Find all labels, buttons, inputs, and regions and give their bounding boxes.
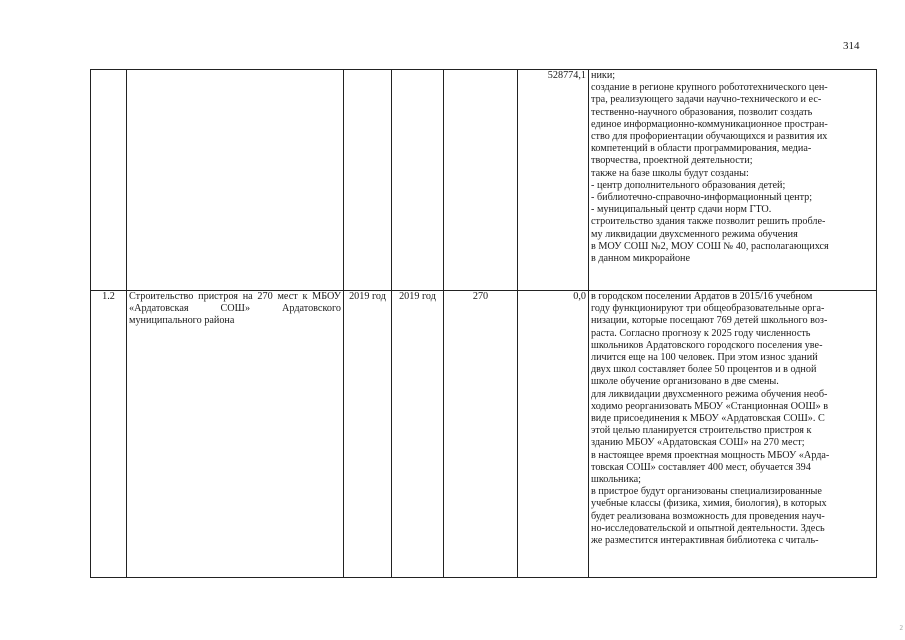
description-line: строительство здания также позволит решить пробле- [591,216,826,228]
description-line: ство для профориентации обучающихся и развития их [591,131,828,143]
description-line: - муниципальный центр сдачи норм ГТО. [591,204,772,216]
description-line: в настоящее время проектная мощность МБОУ «Арда- [591,449,830,461]
description-line: в данном микрорайоне [591,253,691,265]
description-line: в городском поселении Ардатов в 2015/16 учебном [591,291,813,302]
capacity-cell [444,70,518,291]
description-line: единое информационно-коммуникационное простран- [591,118,828,130]
table-row [91,70,877,291]
object-name-cell [127,70,344,291]
margin-mark: 2 [899,624,903,632]
description-line: учебные классы (физика, химия, биология), в которых [591,498,827,510]
start-year-cell [344,70,392,291]
description-line: этой целью планируется строительство пристроя к [591,425,812,437]
amount-cell: 0,0 [518,291,589,578]
description-line: низации, которые посещают 769 детей школьного воз- [591,315,828,327]
description-line: году функционируют три общеобразовательные орга- [591,303,825,315]
description-cell [589,291,877,578]
description-line: будет реализована возможность для проведения науч- [591,510,825,522]
description-line: компетенций в области программирования, медиа- [591,143,812,155]
description-line: в МОУ СОШ №2, МОУ СОШ № 40, располагающихся [591,240,829,252]
row-number-cell: 1.2 [91,291,127,578]
description-line: му ликвидации двухсменного режима обучения [591,228,798,240]
description-line: ники; [591,70,616,81]
description-line: ходимо реорганизовать МБОУ «Станционная ООШ» в [591,400,829,412]
description-line: - библиотечно-справочно-информационный центр; [591,192,813,204]
description-line: также на базе школы будут созданы: [591,167,749,179]
description-line: товская СОШ» составляет 400 мест, обучается 394 [591,461,811,473]
description-line: в пристрое будут организованы специализированные [591,486,822,498]
table-row [91,291,877,578]
start-year-cell: 2019 год [344,291,392,578]
object-name-cell: Строительство пристроя на 270 мест к МБОУ «Ардатовская СОШ» Ардатовского муниципального района [127,291,344,578]
description-line: личится еще на 100 человек. При этом износ зданий [591,352,818,364]
end-year-cell: 2019 год [392,291,444,578]
capacity-cell: 270 [444,291,518,578]
description-line: виде присоединения к МБОУ «Ардатовская СОШ». С [591,413,825,425]
description-line: творчества, проектной деятельности; [591,155,753,167]
amount-cell: 528774,1 [518,70,589,291]
description-line: - центр дополнительного образования детей; [591,179,786,191]
description-line: тра, реализующего задачи научно-технического и ес- [591,94,822,106]
description-line: школьников Ардатовского городского поселения уве- [591,339,823,351]
description-line: для ликвидации двухсменного режима обучения необ- [591,388,828,400]
description-line: зданию МБОУ «Ардатовская СОШ» на 270 мест; [591,437,805,449]
description-line: же разместится интерактивная библиотека с читаль- [591,535,819,547]
row-number-cell [91,70,127,291]
description-line: школьника; [591,474,642,486]
document-table [90,69,877,578]
description-line: тественно-научного образования, позволит создать [591,106,813,118]
description-line: школе обучение организовано в две смены. [591,376,779,388]
description-line: двух школ составляет более 50 процентов и в одной [591,364,817,376]
description-line: создание в регионе крупного робототехнического цен- [591,82,828,94]
description-line: раста. Согласно прогнозу к 2025 году численность [591,327,811,339]
description-cell [589,70,877,291]
page-number: 314 [843,40,860,52]
description-line: но-исследовательской и опытной деятельности. Здесь [591,522,825,534]
end-year-cell [392,70,444,291]
